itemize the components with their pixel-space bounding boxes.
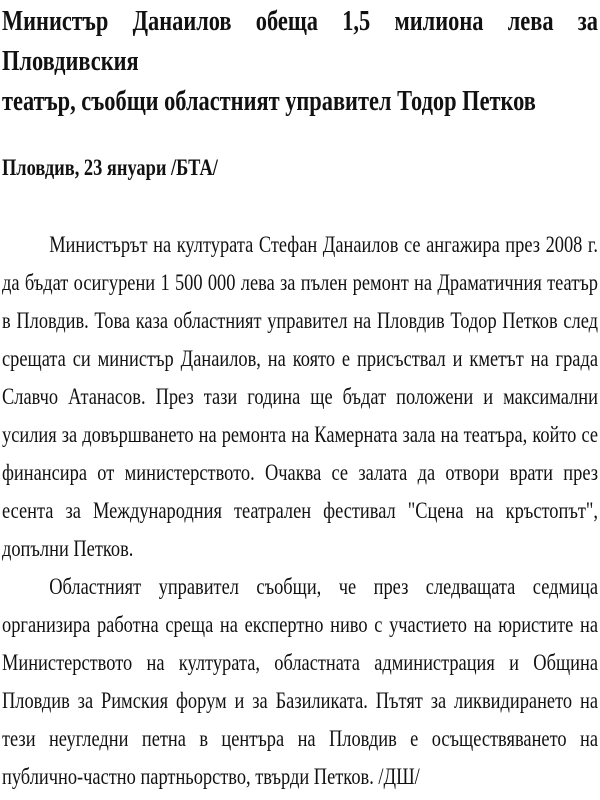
- text-line: допълни Петков.: [2, 536, 134, 561]
- text-line: Областният управител съобщи, че през следващата седмица: [49, 574, 598, 599]
- text-line: Министерството на културата, областната администрация и Община: [2, 650, 598, 675]
- text-line: публично-частно партньорство, твърди Петков. /ДШ/: [2, 764, 420, 789]
- text-line: организира работна среща на експертно ниво с участието на юристите на: [2, 612, 598, 637]
- text-line: финансира от министерството. Очаква се залата да отвори врати през: [2, 460, 598, 485]
- paragraph: [2, 568, 598, 796]
- text-line: Славчо Атанасов. През тази година ще бъдат положени и максимални: [2, 384, 598, 409]
- text-line: да бъдат осигурени 1 500 000 лева за пълен ремонт на Драматичния театър: [2, 270, 598, 295]
- title-line: Министър Данаилов обеща 1,5 милиона лева за Пловдивския: [2, 6, 598, 77]
- dateline: Пловдив, 23 януари /БТА/: [2, 155, 218, 180]
- text-line: Пловдив за Римския форум и за Базиликата. Пътят за ликвидирането на: [2, 688, 598, 713]
- text-line: в Пловдив. Това каза областният управител на Пловдив Тодор Петков след: [2, 308, 598, 333]
- paragraph: [2, 226, 598, 568]
- text-line: тези неугледни петна в центъра на Пловдив е осъществяването на: [2, 726, 598, 751]
- article-title: [2, 2, 598, 122]
- title-line: театър, съобщи областният управител Тодор Петков: [2, 86, 536, 117]
- text-line: есента за Международния театрален фестивал "Сцена на кръстопът",: [2, 498, 598, 523]
- text-line: Министърът на културата Стефан Данаилов се ангажира през 2008 г.: [49, 232, 598, 257]
- text-line: усилия за довършването на ремонта на Камерната зала на театъра, който се: [2, 422, 598, 447]
- article-body: [2, 226, 598, 796]
- text-line: срещата си министър Данаилов, на която е присъствал и кметът на града: [2, 346, 598, 371]
